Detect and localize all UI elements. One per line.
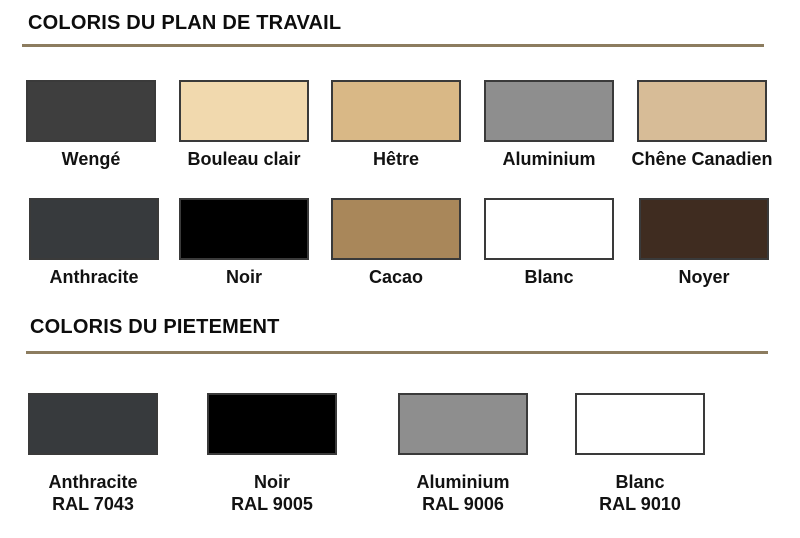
swatch-pietement-blanc[interactable] <box>575 393 705 455</box>
swatch-bouleau-clair[interactable] <box>179 80 309 142</box>
label-ral-code: RAL 7043 <box>52 494 134 514</box>
section-title-pietement: COLORIS DU PIETEMENT <box>30 316 280 338</box>
label-ral-code: RAL 9006 <box>422 494 504 514</box>
label-ral-code: RAL 9010 <box>599 494 681 514</box>
swatch-pietement-anthracite[interactable] <box>28 393 158 455</box>
swatch-label-pietement-blanc <box>570 471 710 515</box>
swatch-label-wenge: Wengé <box>61 149 121 169</box>
swatch-noir[interactable] <box>179 198 309 260</box>
swatch-label-pietement-anthracite <box>23 471 163 515</box>
swatch-chene-canadien[interactable] <box>637 80 767 142</box>
label-name: Noir <box>254 472 290 492</box>
swatch-wenge[interactable] <box>26 80 156 142</box>
label-name: Anthracite <box>48 472 138 492</box>
swatch-label-cacao: Cacao <box>368 267 424 287</box>
section-divider <box>22 44 764 47</box>
swatch-label-hetre: Hêtre <box>372 149 420 169</box>
swatch-label-anthracite: Anthracite <box>49 267 139 287</box>
label-name: Blanc <box>615 472 665 492</box>
swatch-label-blanc: Blanc <box>524 267 574 287</box>
swatch-cacao[interactable] <box>331 198 461 260</box>
swatch-pietement-noir[interactable] <box>207 393 337 455</box>
swatch-blanc[interactable] <box>484 198 614 260</box>
swatch-anthracite[interactable] <box>29 198 159 260</box>
swatch-pietement-aluminium[interactable] <box>398 393 528 455</box>
swatch-label-noir: Noir <box>226 267 262 287</box>
swatch-hetre[interactable] <box>331 80 461 142</box>
swatch-label-aluminium: Aluminium <box>502 149 596 169</box>
swatch-label-pietement-noir <box>202 471 342 515</box>
swatch-label-noyer: Noyer <box>678 267 730 287</box>
swatch-aluminium[interactable] <box>484 80 614 142</box>
swatch-noyer[interactable] <box>639 198 769 260</box>
swatch-label-bouleau-clair: Bouleau clair <box>187 149 301 169</box>
label-name: Aluminium <box>416 472 510 492</box>
swatch-label-chene-canadien: Chêne Canadien <box>631 149 773 169</box>
section-title-plan-de-travail: COLORIS DU PLAN DE TRAVAIL <box>28 12 342 34</box>
label-ral-code: RAL 9005 <box>231 494 313 514</box>
section-divider <box>26 351 768 354</box>
swatch-label-pietement-aluminium <box>393 471 533 515</box>
